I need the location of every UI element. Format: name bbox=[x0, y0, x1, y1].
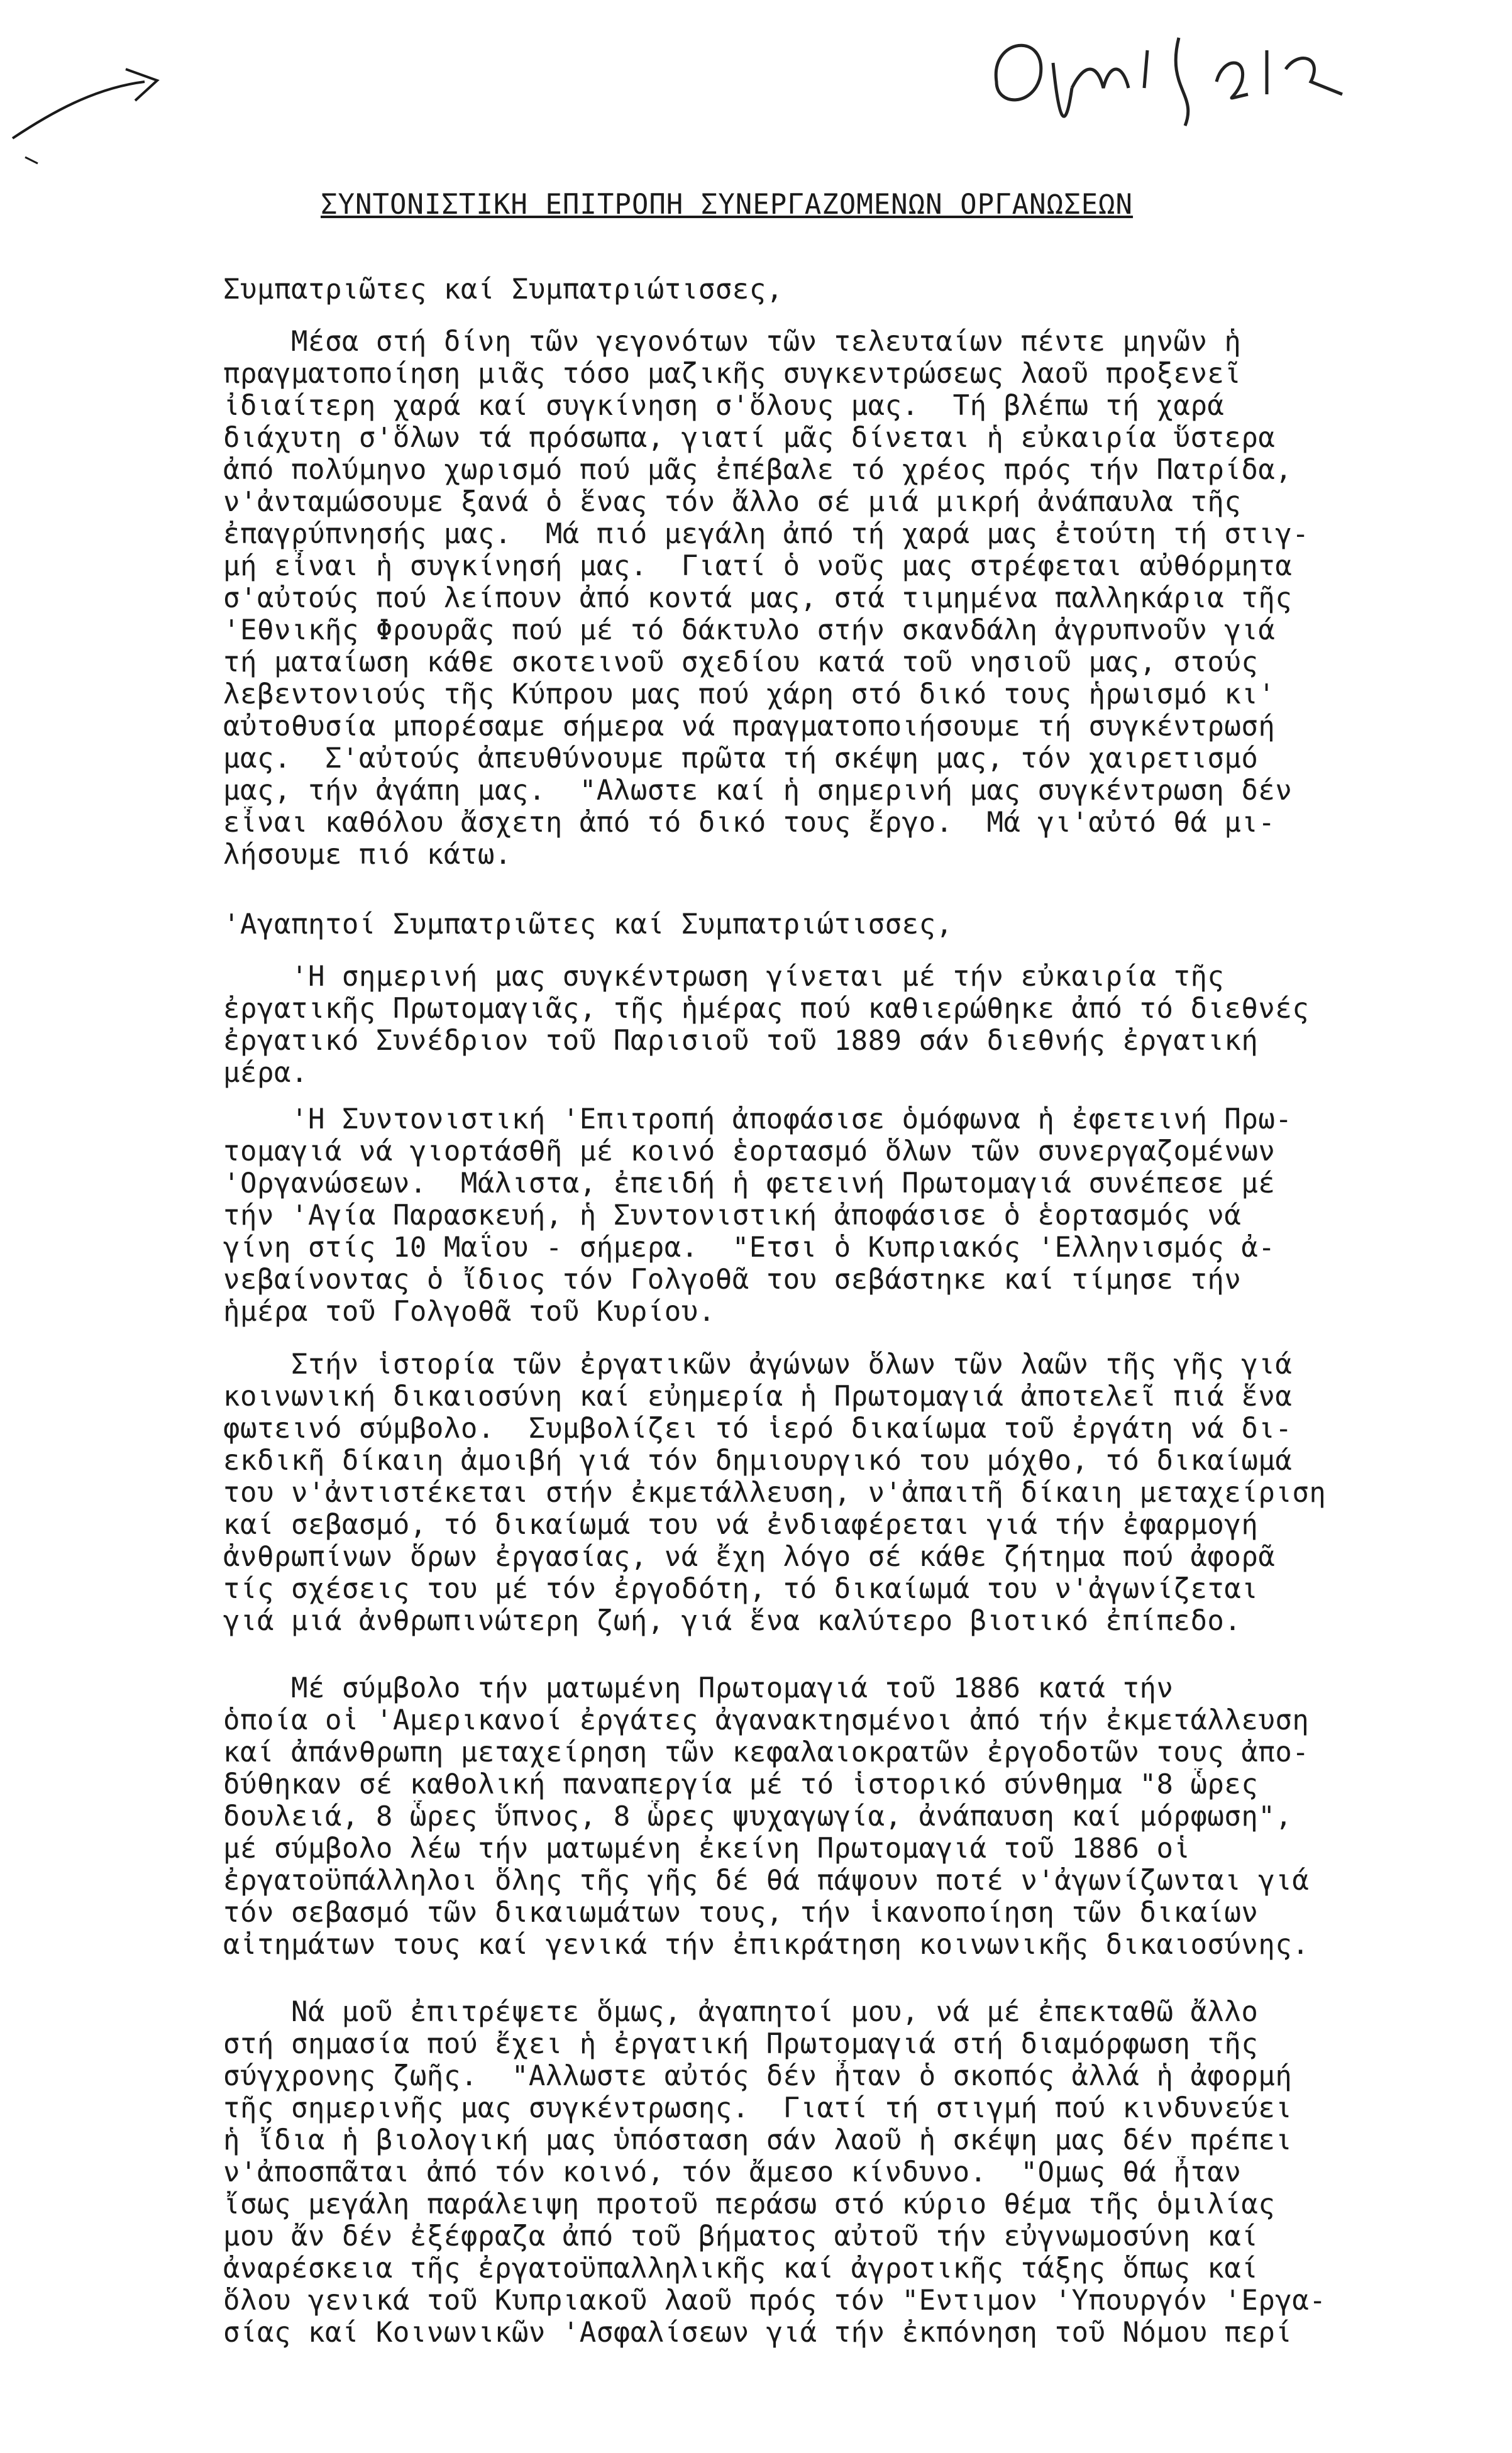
text-line: εἶναι καθόλου ἄσχετη ἀπό τό δικό τους ἔργο. Μά γι'αὐτό θά μι- bbox=[223, 807, 1276, 839]
text-line: ἐργατοϋπάλληλοι ὅλης τῆς γῆς δέ θά πάψουν ποτέ ν'ἀγωνίζωνται γιά bbox=[223, 1865, 1310, 1897]
handwritten-annotation-drawing bbox=[971, 13, 1374, 138]
text-line: αὐτοθυσία μπορέσαμε σήμερα νά πραγματοποιήσουμε τή συγκέντρωσή bbox=[223, 710, 1276, 742]
text-line: γιά μιά ἀνθρωπινώτερη ζωή, γιά ἕνα καλύτερο βιοτικό ἐπίπεδο. bbox=[223, 1605, 1242, 1637]
text-line: μέρα. bbox=[223, 1057, 308, 1089]
text-line: κοινωνική δικαιοσύνη καί εὐημερία ἡ Πρωτομαγιά ἀποτελεῖ πιά ἕνα bbox=[223, 1381, 1293, 1413]
text-line: δουλειά, 8 ὧρες ὕπνος, 8 ὧρες ψυχαγωγία, ἀνάπαυση καί μόρφωση", bbox=[223, 1800, 1293, 1833]
text-line: τή ματαίωση κάθε σκοτεινοῦ σχεδίου κατά τοῦ νησιοῦ μας, στούς bbox=[223, 646, 1259, 678]
text-line: αἰτημάτων τους καί γενικά τήν ἐπικράτηση κοινωνικῆς δικαιοσύνης. bbox=[223, 1929, 1310, 1961]
text-line: λήσουμε πιό κάτω. bbox=[223, 839, 512, 871]
paragraph-4 bbox=[223, 1348, 1455, 1637]
text-line: εκδικῆ δίκαιη ἀμοιβή γιά τόν δημιουργικό του μόχθο, τό δικαίωμά bbox=[223, 1445, 1293, 1477]
text-line: Μέσα στή δίνη τῶν γεγονότων τῶν τελευταίων πέντε μηνῶν ἡ bbox=[223, 326, 1242, 358]
text-line: ὅλου γενικά τοῦ Κυπριακοῦ λαοῦ πρός τόν "Εντιμον 'Υπουργόν 'Εργα- bbox=[223, 2285, 1327, 2317]
paragraph-6 bbox=[223, 1996, 1455, 2349]
text-line: ὁποία οἱ 'Αμερικανοί ἐργάτες ἀγανακτησμένοι ἀπό τήν ἐκμετάλλευση bbox=[223, 1704, 1310, 1736]
text-line: τόν σεβασμό τῶν δικαιωμάτων τους, τήν ἱκανοποίηση τῶν δικαίων bbox=[223, 1897, 1259, 1929]
text-line: του ν'ἀντιστέκεται στήν ἐκμετάλλευση, ν'ἀπαιτῆ δίκαιη μεταχείριση bbox=[223, 1477, 1327, 1509]
text-line: τῆς σημερινῆς μας συγκέντρωσης. Γιατί τή στιγμή πού κινδυνεύει bbox=[223, 2092, 1293, 2124]
text-line: τομαγιά νά γιορτάσθῆ μέ κοινό ἑορτασμό ὅλων τῶν συνεργαζομένων bbox=[223, 1135, 1276, 1167]
text-line: σ'αὐτούς πού λείπουν ἀπό κοντά μας, στά τιμημένα παλληκάρια τῆς bbox=[223, 582, 1293, 614]
paragraph-3 bbox=[223, 1103, 1455, 1328]
paragraph-1 bbox=[223, 326, 1455, 871]
text-line: ἐργατικῆς Πρωτομαγιᾶς, τῆς ἡμέρας πού καθιερώθηκε ἀπό τό διεθνές bbox=[223, 993, 1310, 1025]
salutation-2 bbox=[223, 908, 1455, 940]
text-line: νεβαίνοντας ὁ ἴδιος τόν Γολγοθᾶ του σεβάστηκε καί τίμησε τήν bbox=[223, 1264, 1242, 1296]
text-line: ν'ἀνταμώσουμε ξανά ὁ ἕνας τόν ἄλλο σέ μιά μικρή ἀνάπαυλα τῆς bbox=[223, 486, 1242, 518]
salutation bbox=[223, 273, 1455, 306]
text-line: ν'ἀποσπᾶται ἀπό τόν κοινό, τόν ἄμεσο κίνδυνο. "Ομως θά ἦταν bbox=[223, 2156, 1242, 2188]
text-line: ἴσως μεγάλη παράλειψη προτοῦ περάσω στό κύριο θέμα τῆς ὁμιλίας bbox=[223, 2188, 1276, 2220]
text-line: ἀπό πολύμηνο χωρισμό πού μᾶς ἐπέβαλε τό χρέος πρός τήν Πατρίδα, bbox=[223, 454, 1293, 486]
text-line: ἀναρέσκεια τῆς ἐργατοϋπαλληλικῆς καί ἀγροτικῆς τάξης ὅπως καί bbox=[223, 2252, 1259, 2285]
text-line: ἡμέρα τοῦ Γολγοθᾶ τοῦ Κυρίου. bbox=[223, 1296, 715, 1328]
text-line: ἡ ἴδια ἡ βιολογική μας ὑπόσταση σάν λαοῦ ἡ σκέψη μας δέν πρέπει bbox=[223, 2124, 1293, 2156]
text-line: 'Οργανώσεων. Μάλιστα, ἐπειδή ἡ φετεινή Πρωτομαγιά συνέπεσε μέ bbox=[223, 1167, 1276, 1199]
text-line: σύγχρονης ζωῆς. "Αλλωστε αὐτός δέν ἦταν ὁ σκοπός ἀλλά ἡ ἀφορμή bbox=[223, 2060, 1293, 2092]
text-line: γίνη στίς 10 Μαΐου - σήμερα. "Ετσι ὁ Κυπριακός 'Ελληνισμός ἀ- bbox=[223, 1232, 1276, 1264]
text-line: διάχυτη σ'ὅλων τά πρόσωπα, γιατί μᾶς δίνεται ἡ εὐκαιρία ὕστερα bbox=[223, 422, 1276, 454]
text-line: στή σημασία πού ἔχει ἡ ἐργατική Πρωτομαγιά στή διαμόρφωση τῆς bbox=[223, 2028, 1259, 2060]
text-line: ἐργατικό Συνέδριον τοῦ Παρισιοῦ τοῦ 1889 σάν διεθνής ἐργατική bbox=[223, 1025, 1259, 1057]
text-line: Στήν ἱστορία τῶν ἐργατικῶν ἀγώνων ὅλων τῶν λαῶν τῆς γῆς γιά bbox=[223, 1348, 1293, 1381]
text-line: 'Εθνικῆς Φρουρᾶς πού μέ τό δάκτυλο στήν σκανδάλη ἀγρυπνοῦν γιά bbox=[223, 614, 1276, 646]
handwritten-annotation bbox=[971, 13, 1374, 138]
text-line: πραγματοποίηση μιᾶς τόσο μαζικῆς συγκεντρώσεως λαοῦ προξενεῖ bbox=[223, 358, 1242, 390]
text-line: τήν 'Αγία Παρασκευή, ἡ Συντονιστική ἀποφάσισε ὁ ἑορτασμός νά bbox=[223, 1199, 1242, 1232]
text-line: μή εἶναι ἡ συγκίνησή μας. Γιατί ὁ νοῦς μας στρέφεται αὐθόρμητα bbox=[223, 550, 1293, 582]
salutation-line: 'Αγαπητοί Συμπατριῶτες καί Συμπατριώτισσες, bbox=[223, 908, 953, 940]
paragraph-2 bbox=[223, 961, 1455, 1089]
text-line: καί σεβασμό, τό δικαίωμά του νά ἐνδιαφέρεται γιά τήν ἐφαρμογή bbox=[223, 1509, 1259, 1541]
text-line: δύθηκαν σέ καθολική παναπεργία μέ τό ἱστορικό σύνθημα "8 ὧρες bbox=[223, 1768, 1259, 1800]
handwritten-arrow-mark bbox=[0, 63, 189, 189]
text-line: μέ σύμβολο λέω τήν ματωμένη ἐκείνη Πρωτομαγιά τοῦ 1886 οἱ bbox=[223, 1833, 1191, 1865]
text-line: λεβεντονιούς τῆς Κύπρου μας πού χάρη στό δικό τους ἡρωισμό κι' bbox=[223, 678, 1276, 710]
text-line: Μέ σύμβολο τήν ματωμένη Πρωτομαγιά τοῦ 1886 κατά τήν bbox=[223, 1672, 1174, 1704]
text-line: καί ἀπάνθρωπη μεταχείρηση τῶν κεφαλαιοκρατῶν ἐργοδοτῶν τους ἀπο- bbox=[223, 1736, 1310, 1768]
text-line: ἐπαγρύπνησής μας. Μά πιό μεγάλη ἀπό τή χαρά μας ἐτούτη τή στιγ- bbox=[223, 518, 1310, 550]
text-line: μας. Σ'αὐτούς ἀπευθύνουμε πρῶτα τή σκέψη μας, τόν χαιρετισμό bbox=[223, 742, 1259, 774]
text-line: ἰδιαίτερη χαρά καί συγκίνηση σ'ὅλους μας. Τή βλέπω τή χαρά bbox=[223, 390, 1225, 422]
text-line: μας, τήν ἀγάπη μας. "Αλωστε καί ἡ σημερινή μας συγκέντρωση δέν bbox=[223, 774, 1293, 807]
paragraph-5 bbox=[223, 1672, 1455, 1961]
text-line: 'Η σημερινή μας συγκέντρωση γίνεται μέ τήν εὐκαιρία τῆς bbox=[223, 961, 1225, 993]
document-title: ΣΥΝΤΟΝΙΣΤΙΚΗ ΕΠΙΤΡΟΠΗ ΣΥΝΕΡΓΑΖΟΜΕΝΩΝ ΟΡΓΑΝΩΣΕΩΝ bbox=[321, 189, 1134, 221]
text-line: Νά μοῦ ἐπιτρέψετε ὅμως, ἀγαπητοί μου, νά μέ ἐπεκταθῶ ἄλλο bbox=[223, 1996, 1259, 2028]
text-line: ἀνθρωπίνων ὅρων ἐργασίας, νά ἔχη λόγο σέ κάθε ζήτημα πού ἀφορᾶ bbox=[223, 1541, 1276, 1573]
text-line: μου ἄν δέν ἐξέφραζα ἀπό τοῦ βήματος αὐτοῦ τήν εὐγνωμοσύνη καί bbox=[223, 2220, 1259, 2252]
salutation-line: Συμπατριῶτες καί Συμπατριώτισσες, bbox=[223, 273, 783, 306]
text-line: φωτεινό σύμβολο. Συμβολίζει τό ἱερό δικαίωμα τοῦ ἐργάτη νά δι- bbox=[223, 1413, 1293, 1445]
text-line: σίας καί Κοινωνικῶν 'Ασφαλίσεων γιά τήν ἐκπόνηση τοῦ Νόμου περί bbox=[223, 2317, 1293, 2349]
text-line: τίς σχέσεις του μέ τόν ἐργοδότη, τό δικαίωμά του ν'ἀγωνίζεται bbox=[223, 1573, 1259, 1605]
text-line: 'Η Συντονιστική 'Επιτροπή ἀποφάσισε ὁμόφωνα ἡ ἐφετεινή Πρω- bbox=[223, 1103, 1293, 1135]
